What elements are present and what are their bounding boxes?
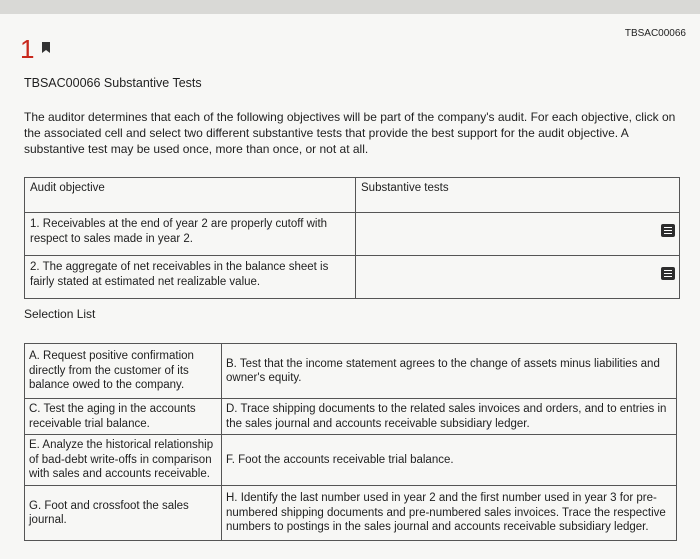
selection-option: B. Test that the income statement agrees to the change of assets minus liabilities and owner's equity. <box>222 344 677 399</box>
objective-table-header <box>25 178 680 213</box>
page-title: TBSAC00066 Substantive Tests <box>24 76 202 90</box>
substantive-tests-cell[interactable] <box>356 213 680 256</box>
instructions-text: The auditor determines that each of the following objectives will be part of the company's audit. For each objective, click on the associated cell and select two different substantive tests that provide the best support for the audit objective. A substantive test may be used once, more than once, or not at all. <box>24 110 676 156</box>
selection-row <box>25 399 677 435</box>
selection-option: C. Test the aging in the accounts receivable trial balance. <box>25 399 222 435</box>
selection-option: G. Foot and crossfoot the sales journal. <box>25 486 222 541</box>
objective-row <box>25 213 680 256</box>
objective-text: 1. Receivables at the end of year 2 are properly cutoff with respect to sales made in year 2. <box>25 213 356 256</box>
selection-row <box>25 435 677 486</box>
selection-option: A. Request positive confirmation directly from the customer of its balance owed to the company. <box>25 344 222 399</box>
audit-objective-header: Audit objective <box>25 178 356 213</box>
selection-option: E. Analyze the historical relationship of bad-debt write-offs in comparison with sales and accounts receivable. <box>25 435 222 486</box>
selection-option: F. Foot the accounts receivable trial balance. <box>222 435 677 486</box>
list-icon[interactable] <box>661 267 675 280</box>
selection-row <box>25 486 677 541</box>
question-code: TBSAC00066 <box>624 28 686 39</box>
selection-list-label: Selection List <box>24 307 96 321</box>
substantive-tests-cell[interactable] <box>356 256 680 299</box>
list-icon[interactable] <box>661 224 675 237</box>
question-number: 1 <box>20 34 35 64</box>
substantive-tests-header: Substantive tests <box>356 178 680 213</box>
selection-option: H. Identify the last number used in year 2 and the first number used in year 3 for pre-numbered shipping documents and pre-numbered sales invoices. Trace the respective numbers to postings in the sales journal and accounts receivable subsidiary ledger. <box>222 486 677 541</box>
exam-page <box>0 14 700 559</box>
objective-text: 2. The aggregate of net receivables in the balance sheet is fairly stated at estimated net realizable value. <box>25 256 356 299</box>
objective-table <box>24 177 680 299</box>
objective-row <box>25 256 680 299</box>
selection-list-table <box>24 343 677 541</box>
selection-option: D. Trace shipping documents to the related sales invoices and orders, and to entries in the sales journal and accounts receivable subsidiary ledger. <box>222 399 677 435</box>
flag-icon[interactable] <box>42 42 50 53</box>
selection-row <box>25 344 677 399</box>
